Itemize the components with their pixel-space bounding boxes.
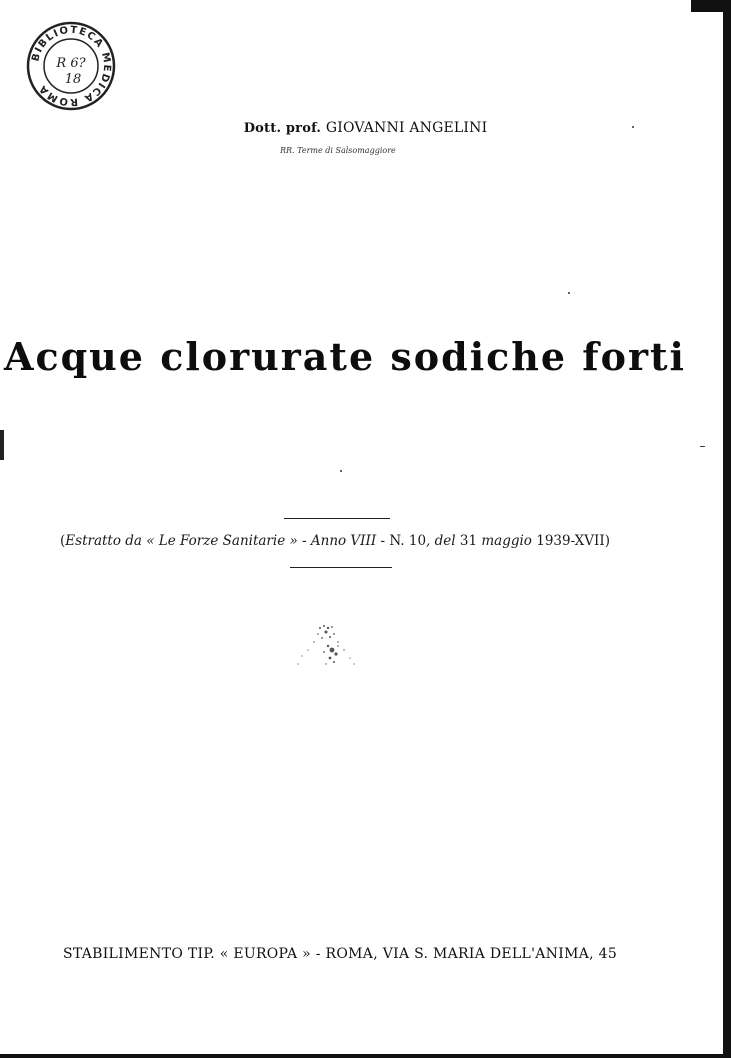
author-prefix: Dott. prof. [243, 121, 322, 136]
extract-day: 31 [459, 533, 478, 549]
printer-emblem-icon [288, 622, 363, 672]
author-name: GIOVANNI ANGELINI [325, 120, 488, 136]
extract-source: Estratto da « Le Forze Sanitarie » - Anno VIII - [65, 533, 390, 549]
scan-speck [568, 292, 570, 294]
rule-above-extract [284, 518, 390, 519]
stamp-ring-text: BIBLIOTECA MEDICA ROMA [30, 24, 113, 108]
scan-speck [340, 470, 342, 472]
scan-edge-right [723, 0, 731, 1058]
scan-edge-bottom [0, 1054, 731, 1058]
scan-edge-left-mark [0, 430, 4, 460]
extract-citation [0, 533, 670, 549]
stamp-seal-icon [25, 20, 117, 112]
scan-speck [632, 126, 634, 128]
library-stamp [25, 20, 117, 112]
scan-edge-top-right [691, 0, 731, 12]
author-affiliation: RR. Terme di Salsomaggiore [280, 146, 396, 155]
extract-del: , del [426, 533, 460, 549]
author-line [0, 120, 731, 136]
scan-speck [700, 446, 705, 447]
extract-open-paren: ( [60, 533, 66, 549]
extract-number: N. 10 [389, 533, 427, 549]
stamp-handwriting-line1: R 6? [56, 56, 86, 71]
publisher-imprint: STABILIMENTO TIP. « EUROPA » - ROMA, VIA S. MARIA DELL'ANIMA, 45 [62, 946, 618, 962]
extract-year: 1939-XVII [536, 533, 605, 549]
document-title: Acque clorurate sodiche forti [3, 334, 686, 379]
rule-below-extract [290, 567, 392, 568]
extract-month: maggio [477, 533, 537, 549]
printer-emblem [288, 622, 363, 672]
extract-close-paren: ) [604, 533, 610, 549]
stamp-handwriting-line2: 18 [64, 72, 82, 87]
